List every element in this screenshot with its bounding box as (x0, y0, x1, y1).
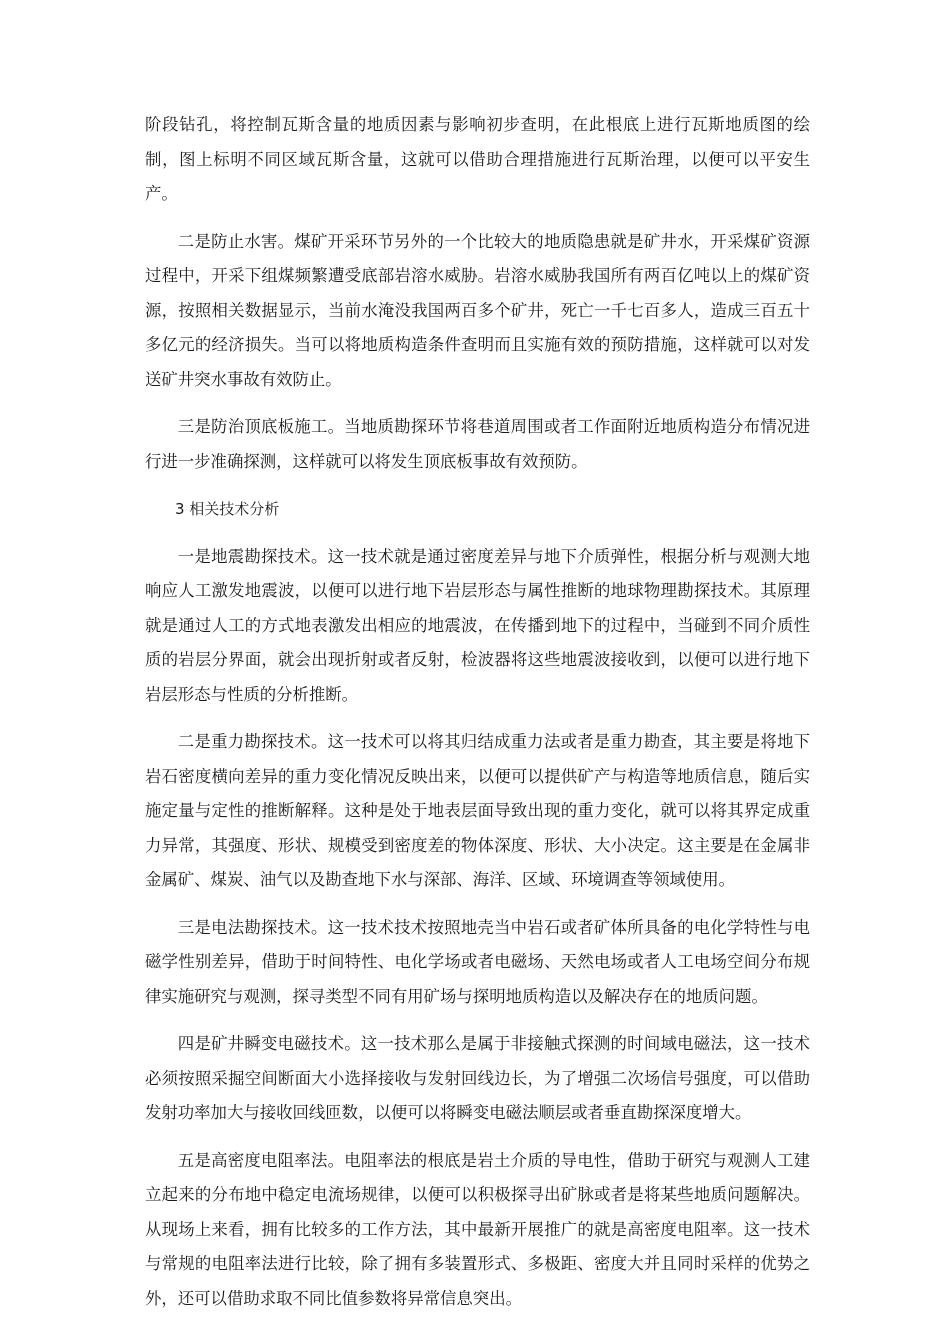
section-heading-related-tech: 3 相关技术分析 (175, 500, 280, 518)
document-body (145, 108, 810, 1329)
paragraph-resistivity: 五是高密度电阻率法。电阻率法的根底是岩土介质的导电性，借助于研究与观测人工建立起来的分布地中稳定电流场规律，以便可以积极探寻出矿脉或者是将某些地质问题解决。从现场上来看，拥有比较多的工作方法，其中最新开展推广的就是高密度电阻率。这一技术与常规的电阻率法进行比较，除了拥有多装置形式、多极距、密度大并且同时采样的优势之外，还可以借助求取不同比值参数将异常信息突出。 (145, 1150, 810, 1308)
paragraph-gravity: 二是重力勘探技术。这一技术可以将其归结成重力法或者是重力勘查，其主要是将地下岩石密度横向差异的重力变化情况反映出来，以便可以提供矿产与构造等地质信息，随后实施定量与定性的推断解释。这种是处于地表层面导致出现的重力变化，就可以将其界定成重力异常，其强度、形状、规模受到密度差的物体深度、形状、大小决定。这主要是在金属非金属矿、煤炭、油气以及勘查地下水与深部、海洋、区域、环境调查等领域使用。 (145, 732, 810, 889)
paragraph-roof-floor: 三是防治顶底板施工。当地质勘探环节将巷道周围或者工作面附近地质构造分布情况进行进一步准确探测，这样就可以将发生顶底板事故有效预防。 (145, 417, 810, 471)
paragraph-water-hazard: 二是防止水害。煤矿开采环节另外的一个比较大的地质隐患就是矿井水，开采煤矿资源过程中，开采下组煤频繁遭受底部岩溶水威胁。岩溶水威胁我国所有两百亿吨以上的煤矿资源，按照相关数据显示，当前水淹没我国两百多个矿井，死亡一千七百多人，造成三百五十多亿元的经济损失。当可以将地质构造条件查明而且实施有效的预防措施，这样就可以对发送矿井突水事故有效防止。 (145, 231, 810, 389)
paragraph-transient-em: 四是矿井瞬变电磁技术。这一技术那么是属于非接触式探测的时间域电磁法，这一技术必须按照采掘空间断面大小选择接收与发射回线边长，为了增强二次场信号强度，可以借助发射功率加大与接收回线匝数，以便可以将瞬变电磁法顺层或者垂直勘探深度增大。 (145, 1034, 810, 1122)
paragraph-seismic: 一是地震勘探技术。这一技术就是通过密度差异与地下介质弹性，根据分析与观测大地响应人工激发地震波，以便可以进行地下岩层形态与属性推断的地球物理勘探技术。其原理就是通过人工的方式地表激发出相应的地震波，在传播到地下的过程中，当碰到不同介质性质的岩层分界面，就会出现折射或者反射，检波器将这些地震波接收到，以便可以进行地下岩层形态与性质的分析推断。 (145, 546, 810, 704)
paragraph-gas-continuation: 阶段钻孔，将控制瓦斯含量的地质因素与影响初步查明，在此根底上进行瓦斯地质图的绘制，图上标明不同区域瓦斯含量，这就可以借助合理措施进行瓦斯治理，以便可以平安生产。 (145, 115, 810, 203)
paragraph-electrical: 三是电法勘探技术。这一技术技术按照地壳当中岩石或者矿体所具备的电化学特性与电磁学性别差异，借助于时间特性、电化学场或者电磁场、天然电场或者人工电场空间分布规律实施研究与观测，探寻类型不同有用矿场与探明地质构造以及解决存在的地质问题。 (145, 917, 810, 1006)
